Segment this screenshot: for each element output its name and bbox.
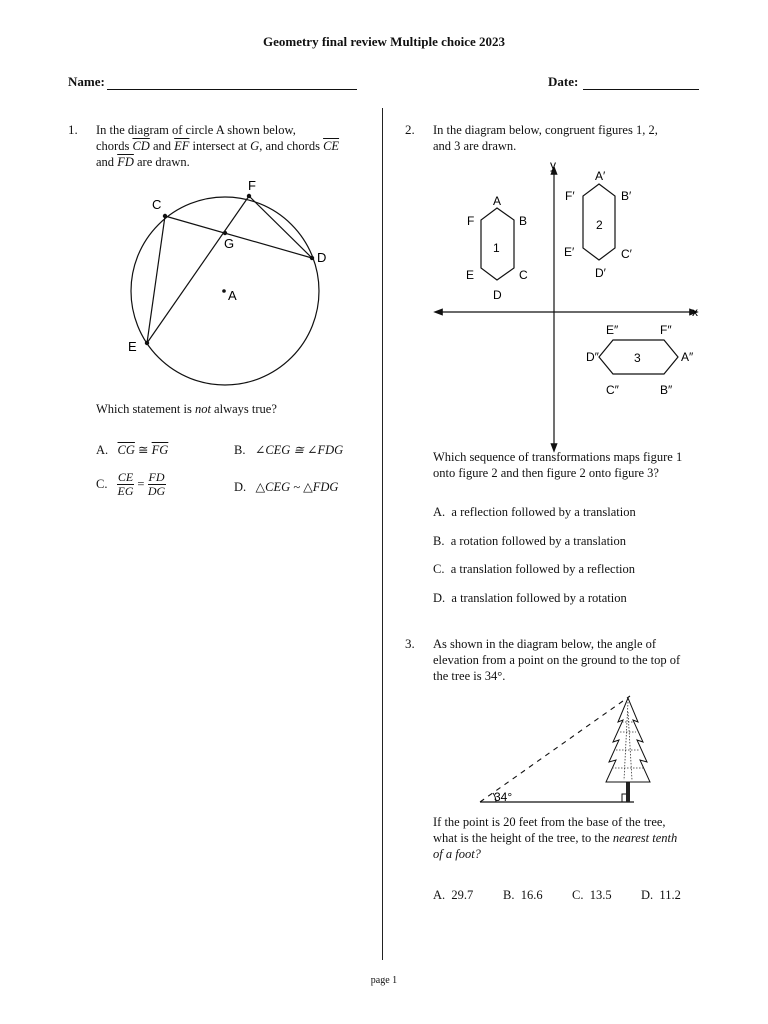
q3-option-c[interactable]: C. 13.5 bbox=[572, 888, 612, 902]
fig3-label-b: B″ bbox=[660, 383, 673, 397]
fig2-label-b: B′ bbox=[621, 189, 632, 203]
fig2-label-d: D′ bbox=[595, 266, 606, 280]
date-label: Date: bbox=[548, 74, 579, 89]
fig3-label-c: C″ bbox=[606, 383, 619, 397]
fig1-label-b: B bbox=[519, 214, 528, 228]
fig2-label-c: C′ bbox=[621, 247, 632, 261]
label-d: D bbox=[317, 250, 327, 265]
line-of-sight bbox=[480, 696, 630, 802]
label-c: C bbox=[152, 197, 162, 212]
name-label: Name: bbox=[68, 74, 105, 89]
fig1-label-f: F bbox=[467, 214, 475, 228]
q1-text: In the diagram of circle A shown below, chords $\overline{CD}$ and $\overline{EF}$ intersect at G, and chords $\overline{CE}$ and $\overline{FD}$ are drawn. bbox=[96, 123, 340, 169]
fig1-number: 1 bbox=[493, 241, 500, 255]
label-f: F bbox=[248, 178, 256, 193]
q3-number: 3. bbox=[405, 636, 415, 651]
fig3-label-a: A″ bbox=[681, 350, 694, 364]
tree-trunk bbox=[626, 780, 630, 802]
q2-prompt: Which sequence of transformations maps figure 1 onto figure 2 and then figure 2 onto figure 3? bbox=[433, 450, 683, 480]
y-axis-label: y bbox=[550, 158, 556, 172]
q3-option-a[interactable]: A. 29.7 bbox=[433, 888, 474, 902]
q2-coordinate-diagram bbox=[430, 158, 705, 454]
fig1-label-a: A bbox=[493, 194, 502, 208]
fig1-label-e: E bbox=[466, 268, 475, 282]
fig2-number: 2 bbox=[596, 218, 603, 232]
fig2-label-f: F′ bbox=[565, 189, 575, 203]
q1-option-c[interactable]: C. $\frac{CE}{EG}$ = $\frac{FD}{DG}$ bbox=[96, 470, 166, 498]
label-e: E bbox=[128, 339, 137, 354]
fig2-label-a: A′ bbox=[595, 169, 606, 183]
fig3-label-f: F″ bbox=[660, 323, 672, 337]
q1-circle-diagram bbox=[118, 176, 338, 396]
q1-prompt: Which statement is not always true? bbox=[96, 402, 277, 416]
fig2-label-e: E′ bbox=[564, 245, 575, 259]
fig3-number: 3 bbox=[634, 351, 641, 365]
q3-prompt: If the point is 20 feet from the base of the tree, what is the height of the tree, to the nearest tenth of a foot? bbox=[433, 815, 678, 861]
q2-option-d[interactable]: D. a translation followed by a rotation bbox=[433, 591, 627, 605]
label-g: G bbox=[224, 236, 235, 251]
page-title: Geometry final review Multiple choice 2023 bbox=[262, 34, 505, 49]
chord-ef bbox=[147, 196, 249, 343]
q2-text: In the diagram below, congruent figures 1, 2, and 3 are drawn. bbox=[433, 123, 658, 153]
q1-number: 1. bbox=[68, 122, 78, 137]
name-field[interactable] bbox=[107, 89, 357, 90]
fig3-label-d: D″ bbox=[586, 350, 599, 364]
date-field[interactable] bbox=[583, 89, 699, 90]
fig3-label-e: E″ bbox=[606, 323, 619, 337]
q1-option-d[interactable]: D. △CEG ~ △FDG bbox=[234, 480, 339, 494]
page-number: page 1 bbox=[370, 975, 398, 986]
q3-option-d[interactable]: D. 11.2 bbox=[641, 888, 681, 902]
q2-option-a[interactable]: A. a reflection followed by a translation bbox=[433, 505, 636, 519]
angle-label: 34° bbox=[494, 790, 513, 804]
fig1-label-c: C bbox=[519, 268, 528, 282]
q3-tree-diagram bbox=[474, 692, 654, 808]
tree-icon bbox=[606, 698, 650, 782]
x-axis-label: x bbox=[692, 305, 698, 319]
column-divider bbox=[382, 108, 383, 960]
q1-option-b[interactable]: B. ∠CEG ≅ ∠FDG bbox=[234, 443, 344, 457]
label-a: A bbox=[228, 288, 237, 303]
q3-option-b[interactable]: B. 16.6 bbox=[503, 888, 543, 902]
q3-text: As shown in the diagram below, the angle of elevation from a point on the ground to the top of the tree is 34°. bbox=[433, 637, 681, 683]
q2-option-b[interactable]: B. a rotation followed by a translation bbox=[433, 534, 627, 548]
q1-option-a[interactable]: A. $\overline{CG}$ ≅ $\overline{FG}$ bbox=[96, 443, 169, 457]
fig1-label-d: D bbox=[493, 288, 502, 302]
q2-option-c[interactable]: C. a translation followed by a reflection bbox=[433, 562, 636, 576]
q2-number: 2. bbox=[405, 122, 415, 137]
